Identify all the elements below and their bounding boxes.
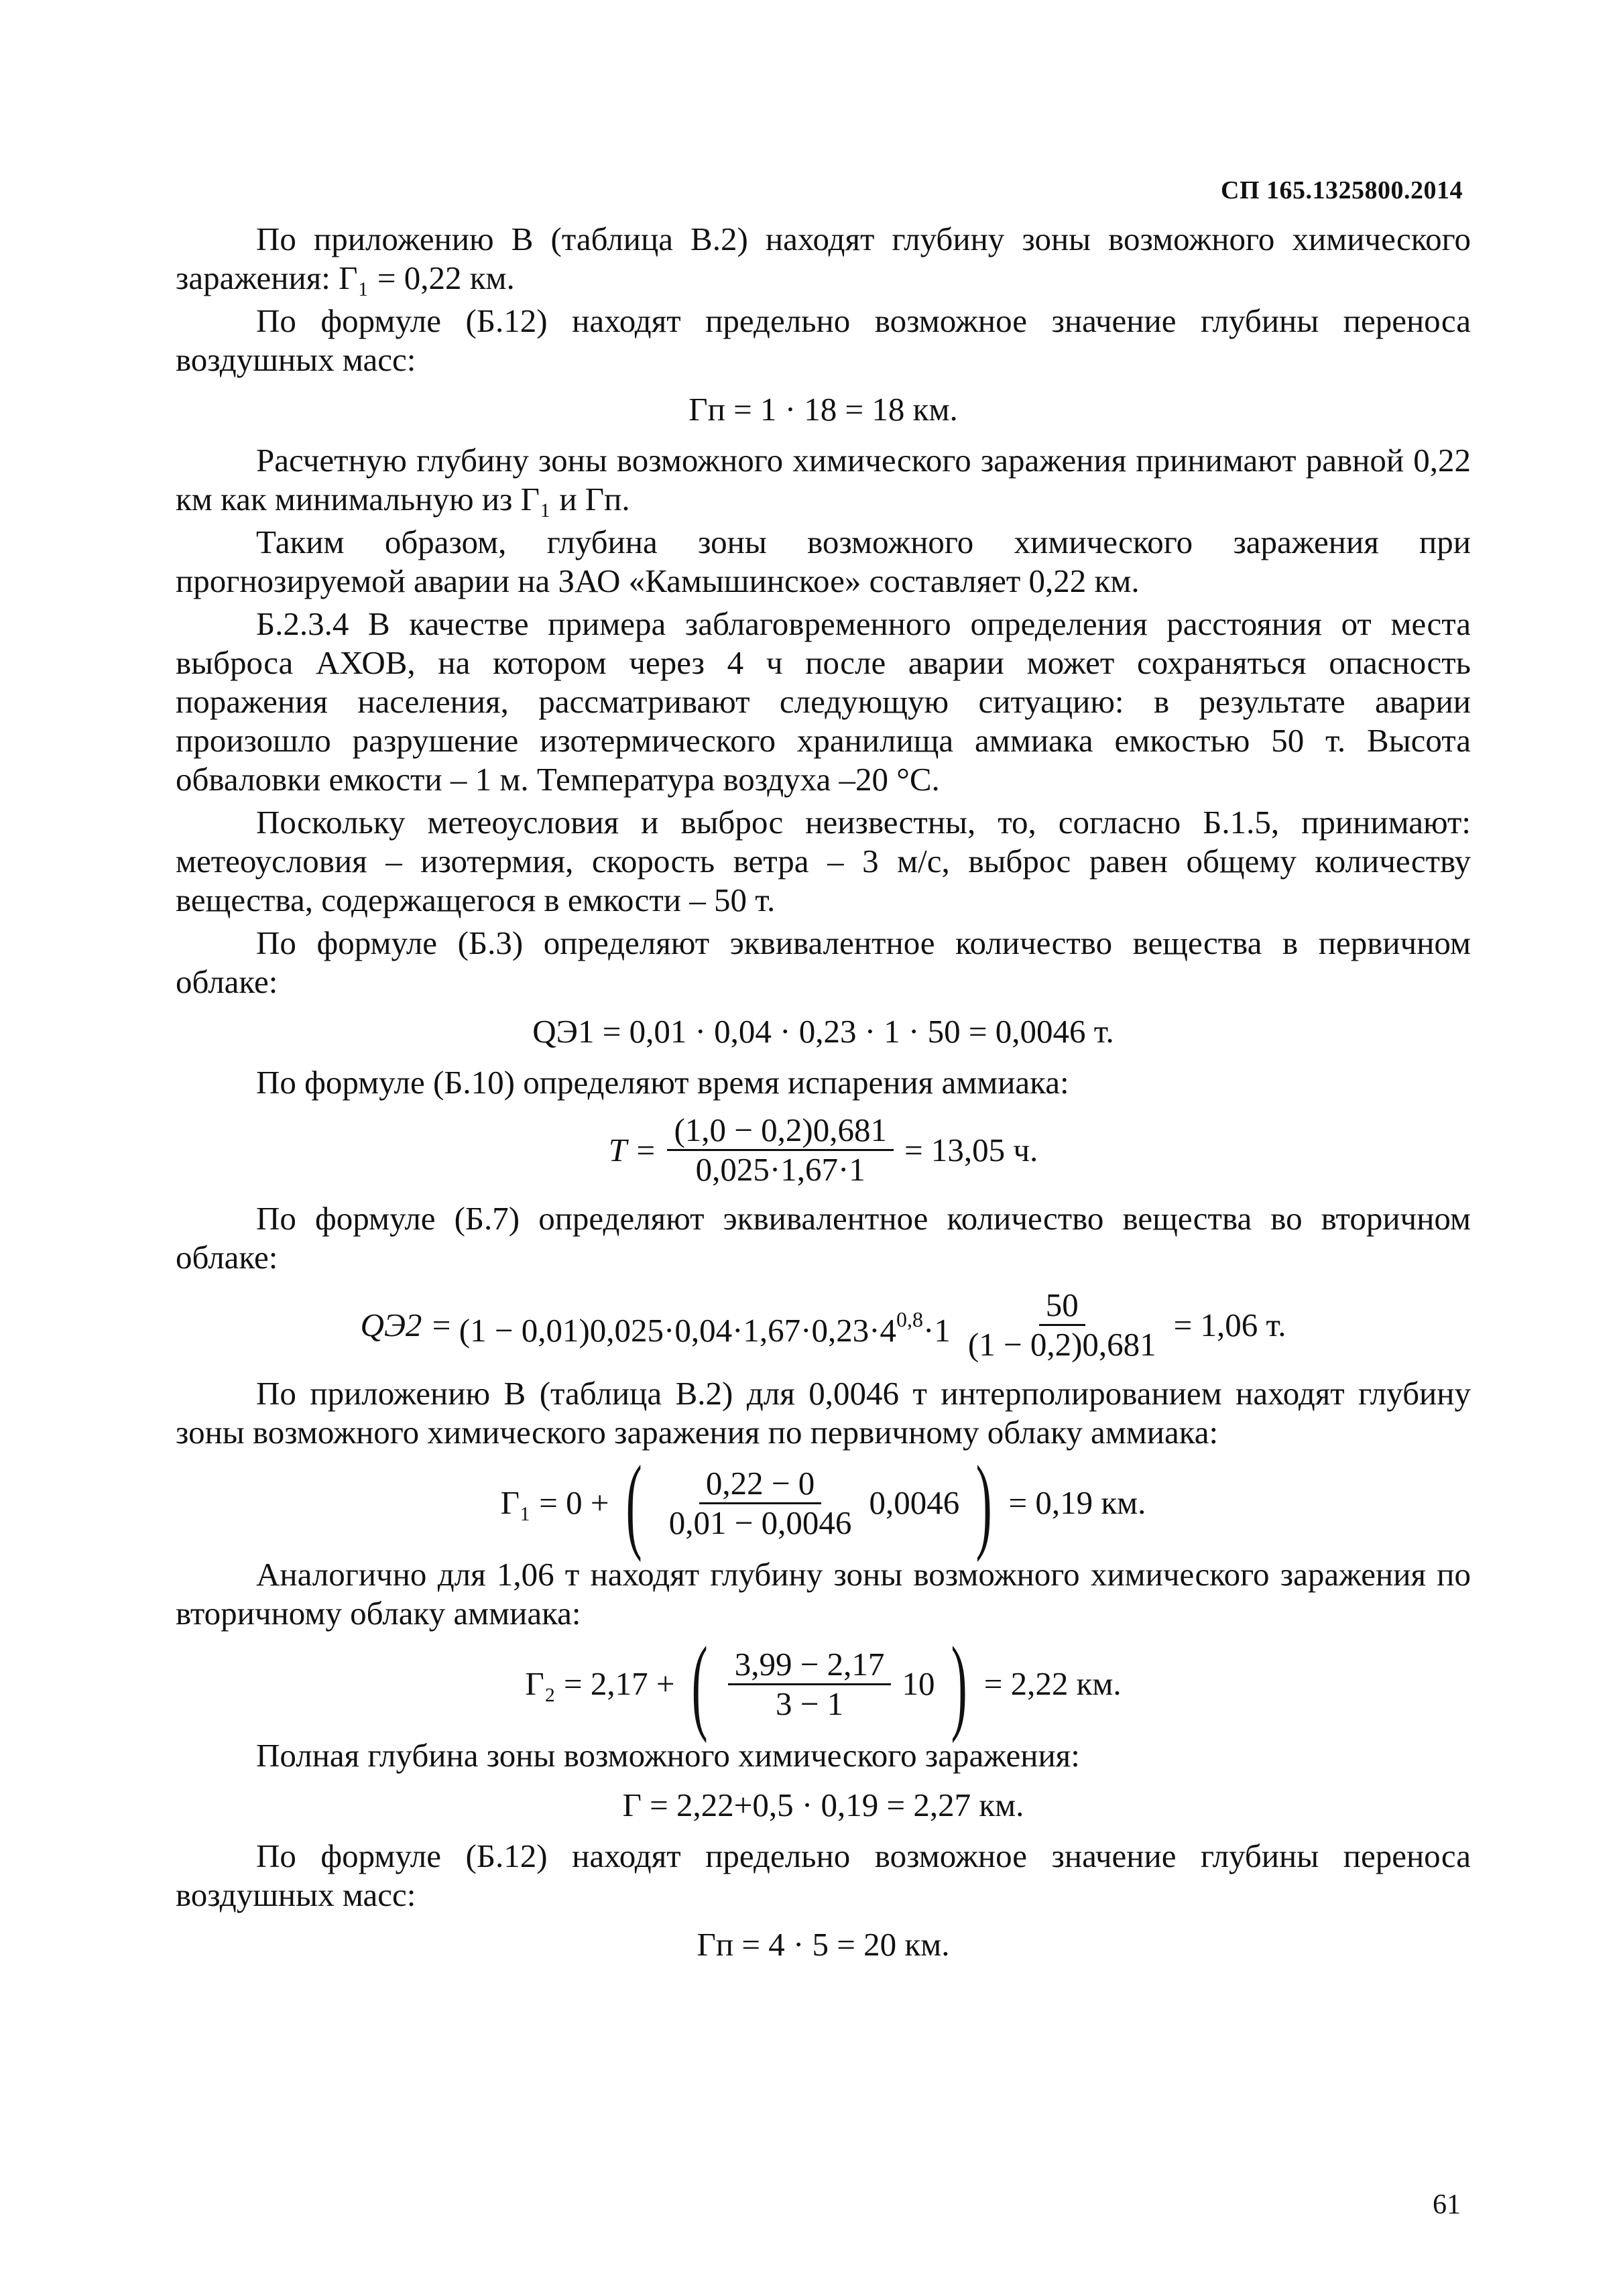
eq-body-text: (1 − 0,01)0,025·0,04·1,67·0,23·4: [459, 1312, 897, 1349]
eq-rhs: = 13,05 ч.: [904, 1131, 1038, 1168]
paragraph: По формуле (Б.7) определяют эквивалентное количество вещества во вторичном облаке:: [176, 1200, 1471, 1276]
document-body: [176, 220, 1471, 1976]
equation-evaporation-time: [176, 1113, 1471, 1187]
fraction-denominator: 0,01 − 0,0046: [668, 1504, 852, 1541]
eq-lhs: Г₁ = 0 +: [500, 1484, 609, 1521]
eq-lhs: Г₂ = 2,17 +: [525, 1665, 675, 1702]
left-paren-glyph: (: [691, 1624, 708, 1744]
right-paren-glyph: ): [975, 1443, 992, 1563]
paragraph: По формуле (Б.12) находят предельно возможное значение глубины переноса воздушных масс:: [176, 302, 1471, 378]
paragraph: Б.2.3.4 В качестве примера заблаговременного определения расстояния от места выброса АХОВ, на котором через 4 ч после аварии может сохраняться опасность поражения населения, рассматривают следующую ситуацию: в результате аварии произошло разрушение изотермического хранилища аммиака емкостью 50 т. Высота обваловки емкости – 1 м. Температура воздуха –20 °С.: [176, 605, 1471, 798]
eq-exponent: 0,8: [896, 1307, 924, 1331]
eq-multiplier: 10: [902, 1665, 935, 1702]
fraction: [667, 1113, 894, 1187]
paragraph: По формуле (Б.3) определяют эквивалентное количество вещества в первичном облаке:: [176, 924, 1471, 1000]
paragraph: Полная глубина зоны возможного химического заражения:: [256, 1737, 1080, 1774]
eq-body: [459, 1300, 951, 1350]
equation-g1: [176, 1443, 1471, 1563]
equation-g2: [176, 1624, 1471, 1744]
fraction-denominator: (1 − 0,2)0,681: [967, 1326, 1156, 1363]
eq-lhs: QЭ2 =: [360, 1306, 453, 1343]
equation-gp-2: Гп = 4 · 5 = 20 км.: [697, 1926, 950, 1963]
paragraph: По приложению В (таблица В.2) для 0,0046 т интерполированием находят глубину зоны возможного химического заражения по первичному облаку аммиака:: [176, 1375, 1471, 1451]
paragraph: Поскольку метеоусловия и выброс неизвестны, то, согласно Б.1.5, принимают: метеоусловия – изотермия, скорость ветра – 3 м/с, выброс равен общему количеству вещества, содержащегося в емкости – 50 т.: [176, 804, 1471, 918]
page-number: 61: [1433, 2189, 1461, 2220]
fraction-numerator: 0,22 − 0: [699, 1466, 821, 1504]
paragraph: Таким образом, глубина зоны возможного химического заражения при прогнозируемой аварии на ЗАО «Камышинское» составляет 0,22 км.: [176, 524, 1471, 599]
eq-rhs: = 2,22 км.: [983, 1665, 1122, 1702]
fraction-numerator: 3,99 − 2,17: [728, 1647, 892, 1685]
equation-total-depth: Г = 2,22+0,5 · 0,19 = 2,27 км.: [622, 1787, 1024, 1823]
equation-gp-1: Гп = 1 · 18 = 18 км.: [688, 391, 958, 428]
eq-multiplier: 0,0046: [869, 1484, 960, 1521]
eq-lhs: T =: [608, 1131, 657, 1168]
eq-mult: ·1: [923, 1312, 951, 1349]
paragraph: По формуле (Б.10) определяют время испарения аммиака:: [256, 1064, 1069, 1101]
fraction: [961, 1288, 1163, 1362]
fraction-numerator: 50: [1039, 1288, 1085, 1326]
eq-rhs: = 0,19 км.: [1008, 1484, 1146, 1521]
paragraph: Расчетную глубину зоны возможного химического заражения принимают равной 0,22 км как минимальную из Г₁ и Гп.: [176, 442, 1471, 518]
fraction-denominator: 0,025·1,67·1: [695, 1151, 865, 1188]
document-code: СП 165.1325800.2014: [1221, 176, 1463, 204]
paragraph: По приложению В (таблица В.2) находят глубину зоны возможного химического заражения: Г₁ = 0,22 км.: [176, 221, 1471, 296]
right-paren-glyph: ): [951, 1624, 968, 1744]
fraction-numerator: (1,0 − 0,2)0,681: [667, 1113, 894, 1151]
paragraph: По формуле (Б.12) находят предельно возможное значение глубины переноса воздушных масс:: [176, 1837, 1471, 1913]
paragraph: Аналогично для 1,06 т находят глубину зоны возможного химического заражения по вторичному облаку аммиака:: [176, 1556, 1471, 1632]
eq-rhs: = 1,06 т.: [1173, 1306, 1286, 1343]
equation-qe2: [176, 1288, 1471, 1362]
equation-qe1: QЭ1 = 0,01 · 0,04 · 0,23 · 1 · 50 = 0,0046 т.: [532, 1013, 1114, 1050]
fraction: [728, 1647, 892, 1721]
fraction: [662, 1466, 859, 1540]
fraction-denominator: 3 − 1: [776, 1685, 844, 1722]
left-paren-glyph: (: [625, 1443, 642, 1563]
